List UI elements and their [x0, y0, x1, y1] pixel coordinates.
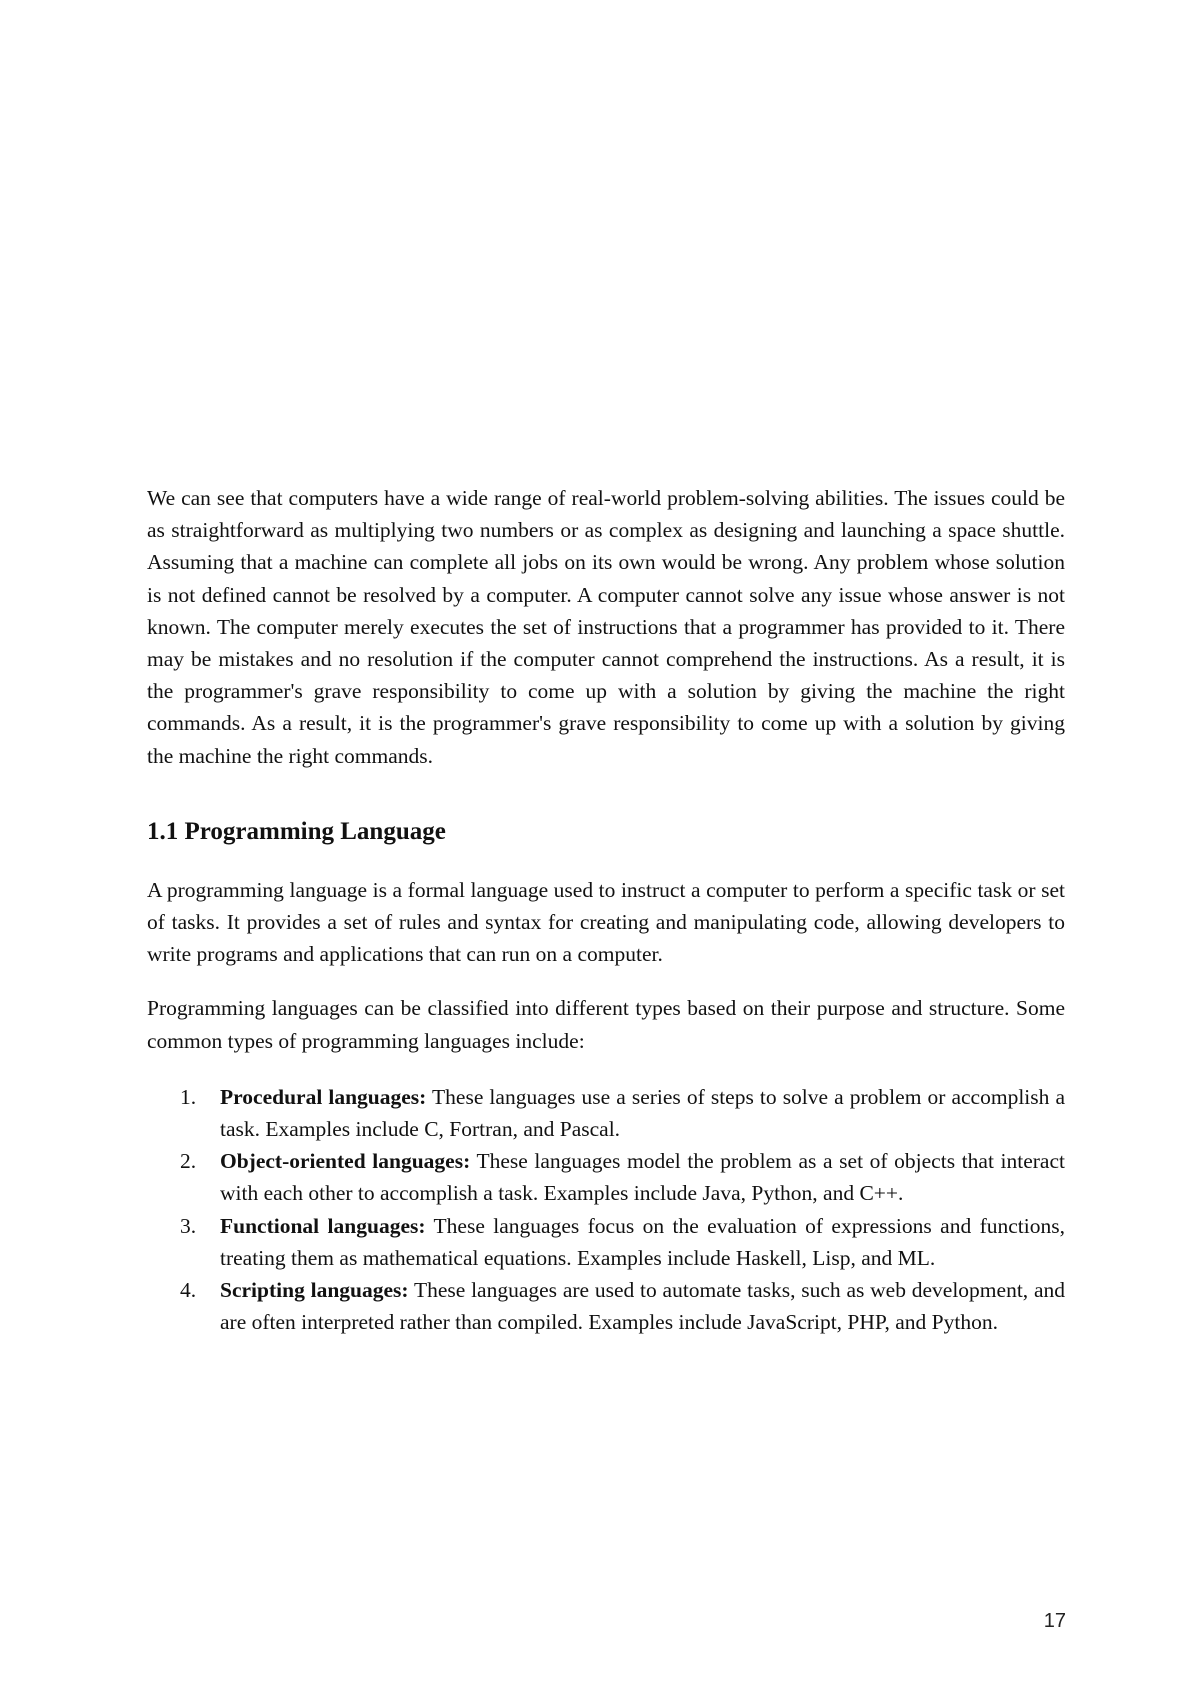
- intro-paragraph: We can see that computers have a wide range of real-world problem-solving abilities. The issues could be as straightforward as multiplying two numbers or as complex as designing and launching a space shuttle. Assuming that a machine can complete all jobs on its own would be wrong. Any problem whose solution is not defined cannot be resolved by a computer. A computer cannot solve any issue whose answer is not known. The computer merely executes the set of instructions that a programmer has provided to it. There may be mistakes and no resolution if the computer cannot comprehend the instructions. As a result, it is the programmer's grave responsibility to come up with a solution by giving the machine the right commands. As a result, it is the programmer's grave responsibility to come up with a solution by giving the machine the right commands.: [147, 486, 1065, 768]
- list-item-scripting: [147, 1274, 1065, 1338]
- list-item-object-oriented: [147, 1145, 1065, 1209]
- types-intro-paragraph: Programming languages can be classified into different types based on their purpose and structure. Some common types of programming languages include:: [147, 996, 1065, 1053]
- list-term: Scripting languages:: [220, 1278, 409, 1303]
- page-number: 17: [1043, 1610, 1066, 1632]
- list-item-procedural: [147, 1081, 1065, 1145]
- list-number: 3.: [180, 1213, 197, 1238]
- language-types-list: [147, 1081, 1065, 1339]
- list-term: Procedural languages:: [220, 1084, 427, 1109]
- list-term: Object-oriented languages:: [220, 1149, 471, 1174]
- list-number: 4.: [180, 1278, 197, 1303]
- list-number: 2.: [180, 1149, 197, 1174]
- list-description: These languages model the problem as a set of objects that interact with each other to accomplish a task. Examples include Java, Python, and C++.: [220, 1149, 1065, 1206]
- list-item-functional: [147, 1210, 1065, 1274]
- list-term: Functional languages:: [220, 1213, 426, 1238]
- definition-paragraph: A programming language is a formal language used to instruct a computer to perform a specific task or set of tasks. It provides a set of rules and syntax for creating and manipulating code, allowing developers to write programs and applications that can run on a computer.: [147, 877, 1065, 967]
- list-number: 1.: [180, 1084, 197, 1109]
- list-description: These languages are used to automate tasks, such as web development, and are often interpreted rather than compiled. Examples include JavaScript, PHP, and Python.: [220, 1278, 1065, 1335]
- list-description: These languages focus on the evaluation of expressions and functions, treating them as mathematical equations. Examples include Haskell, Lisp, and ML.: [220, 1213, 1065, 1270]
- list-description: These languages use a series of steps to solve a problem or accomplish a task. Examples include C, Fortran, and Pascal.: [220, 1084, 1065, 1142]
- section-heading: 1.1 Programming Language: [147, 817, 446, 845]
- page-content: [147, 482, 1065, 1338]
